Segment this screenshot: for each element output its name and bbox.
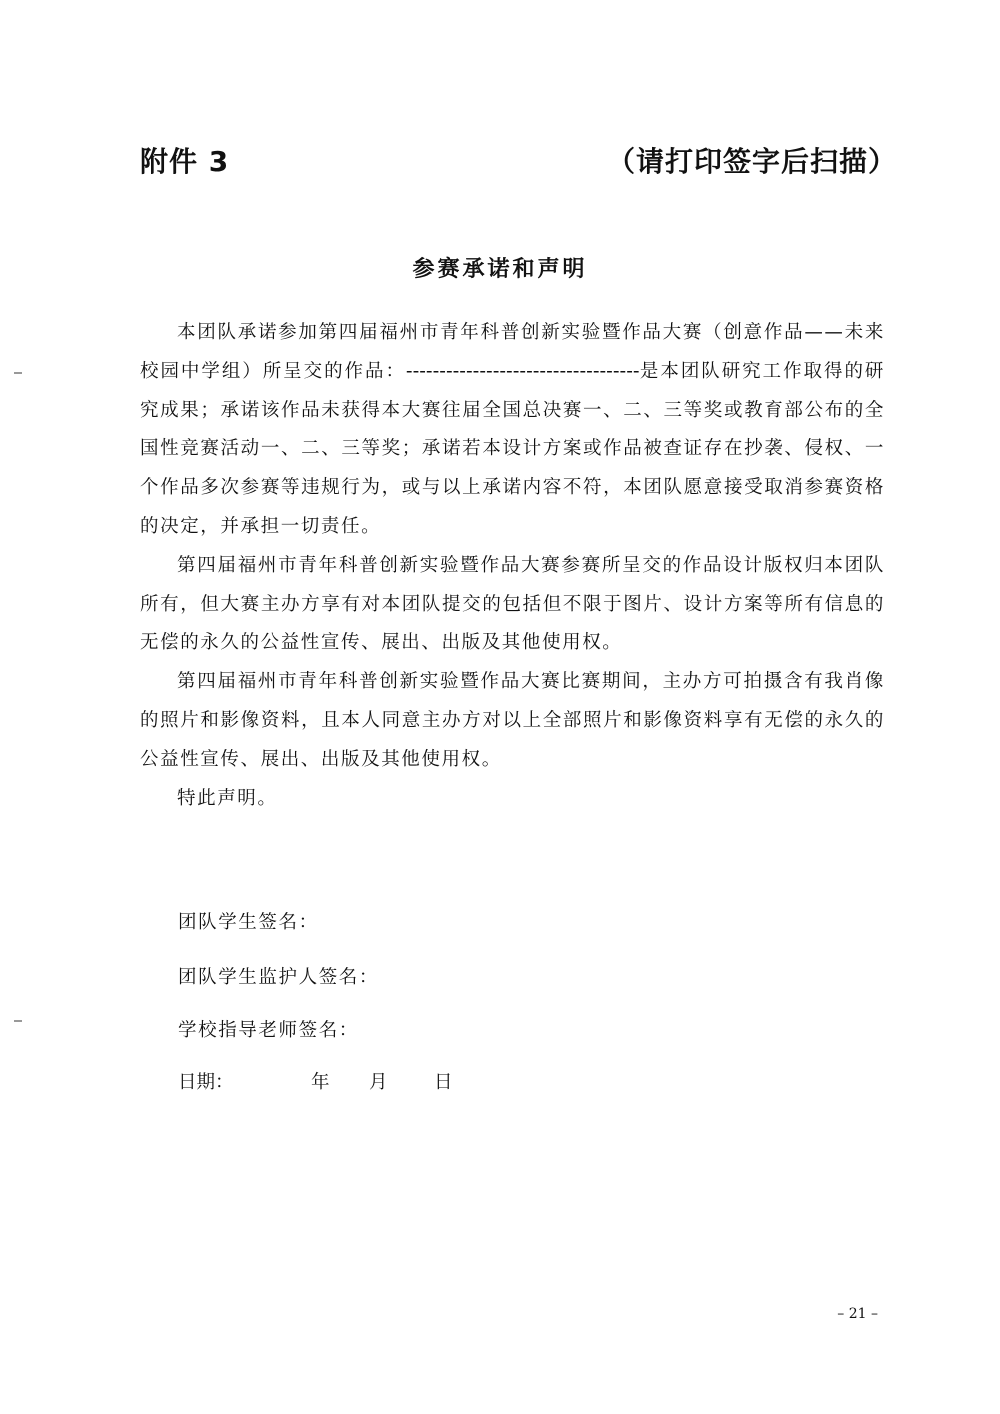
work-title-blank: ----------------------------------- [405, 360, 640, 382]
scan-speck [14, 1020, 22, 1022]
guardian-signature-line: 团队学生监护人签名： [178, 967, 380, 988]
date-year: 年 [311, 1072, 330, 1093]
paragraph-copyright: 第四届福州市青年科普创新实验暨作品大赛参赛所呈交的作品设计版权归本团队所有，但大赛主办方享有对本团队提交的包括但不限于图片、设计方案等所有信息的无偿的永久的公益性宣传、展出、出版及其他使用权。 [140, 554, 885, 654]
date-label: 日期： [178, 1072, 234, 1093]
paragraph-portrait-rights: 第四届福州市青年科普创新实验暨作品大赛比赛期间，主办方可拍摄含有我肖像的照片和影像资料，且本人同意主办方对以上全部照片和影像资料享有无偿的永久的公益性宣传、展出、出版及其他使用权。 [140, 671, 885, 770]
scan-speck [14, 372, 22, 374]
date-month: 月 [369, 1072, 388, 1093]
date-day: 日 [434, 1072, 453, 1093]
attachment-label: 附件 3 [140, 145, 230, 178]
declaration-body [140, 314, 885, 818]
page-number: – 21 – [837, 1306, 878, 1322]
paragraph-closing: 特此声明。 [177, 787, 278, 809]
student-signature-line: 团队学生签名： [178, 912, 319, 933]
document-title: 参赛承诺和声明 [412, 257, 588, 282]
paragraph-commitment [140, 314, 885, 547]
teacher-signature-line: 学校指导老师签名： [178, 1020, 359, 1041]
commitment-text-start: 本团队承诺参加第四届福州市青年科普创新实验暨作品大赛（创意作品——未来校园中学组）所呈交的作品： [140, 322, 885, 382]
print-sign-scan-note: （请打印签字后扫描） [606, 145, 897, 178]
commitment-text-end: 是本团队研究工作取得的研究成果；承诺该作品未获得本大赛往届全国总决赛一、二、三等奖或教育部公布的全国性竞赛活动一、二、三等奖；承诺若本设计方案或作品被查证存在抄袭、侵权、一个作品多次参赛等违规行为，或与以上承诺内容不符，本团队愿意接受取消参赛资格的决定，并承担一切责任。 [140, 360, 886, 537]
